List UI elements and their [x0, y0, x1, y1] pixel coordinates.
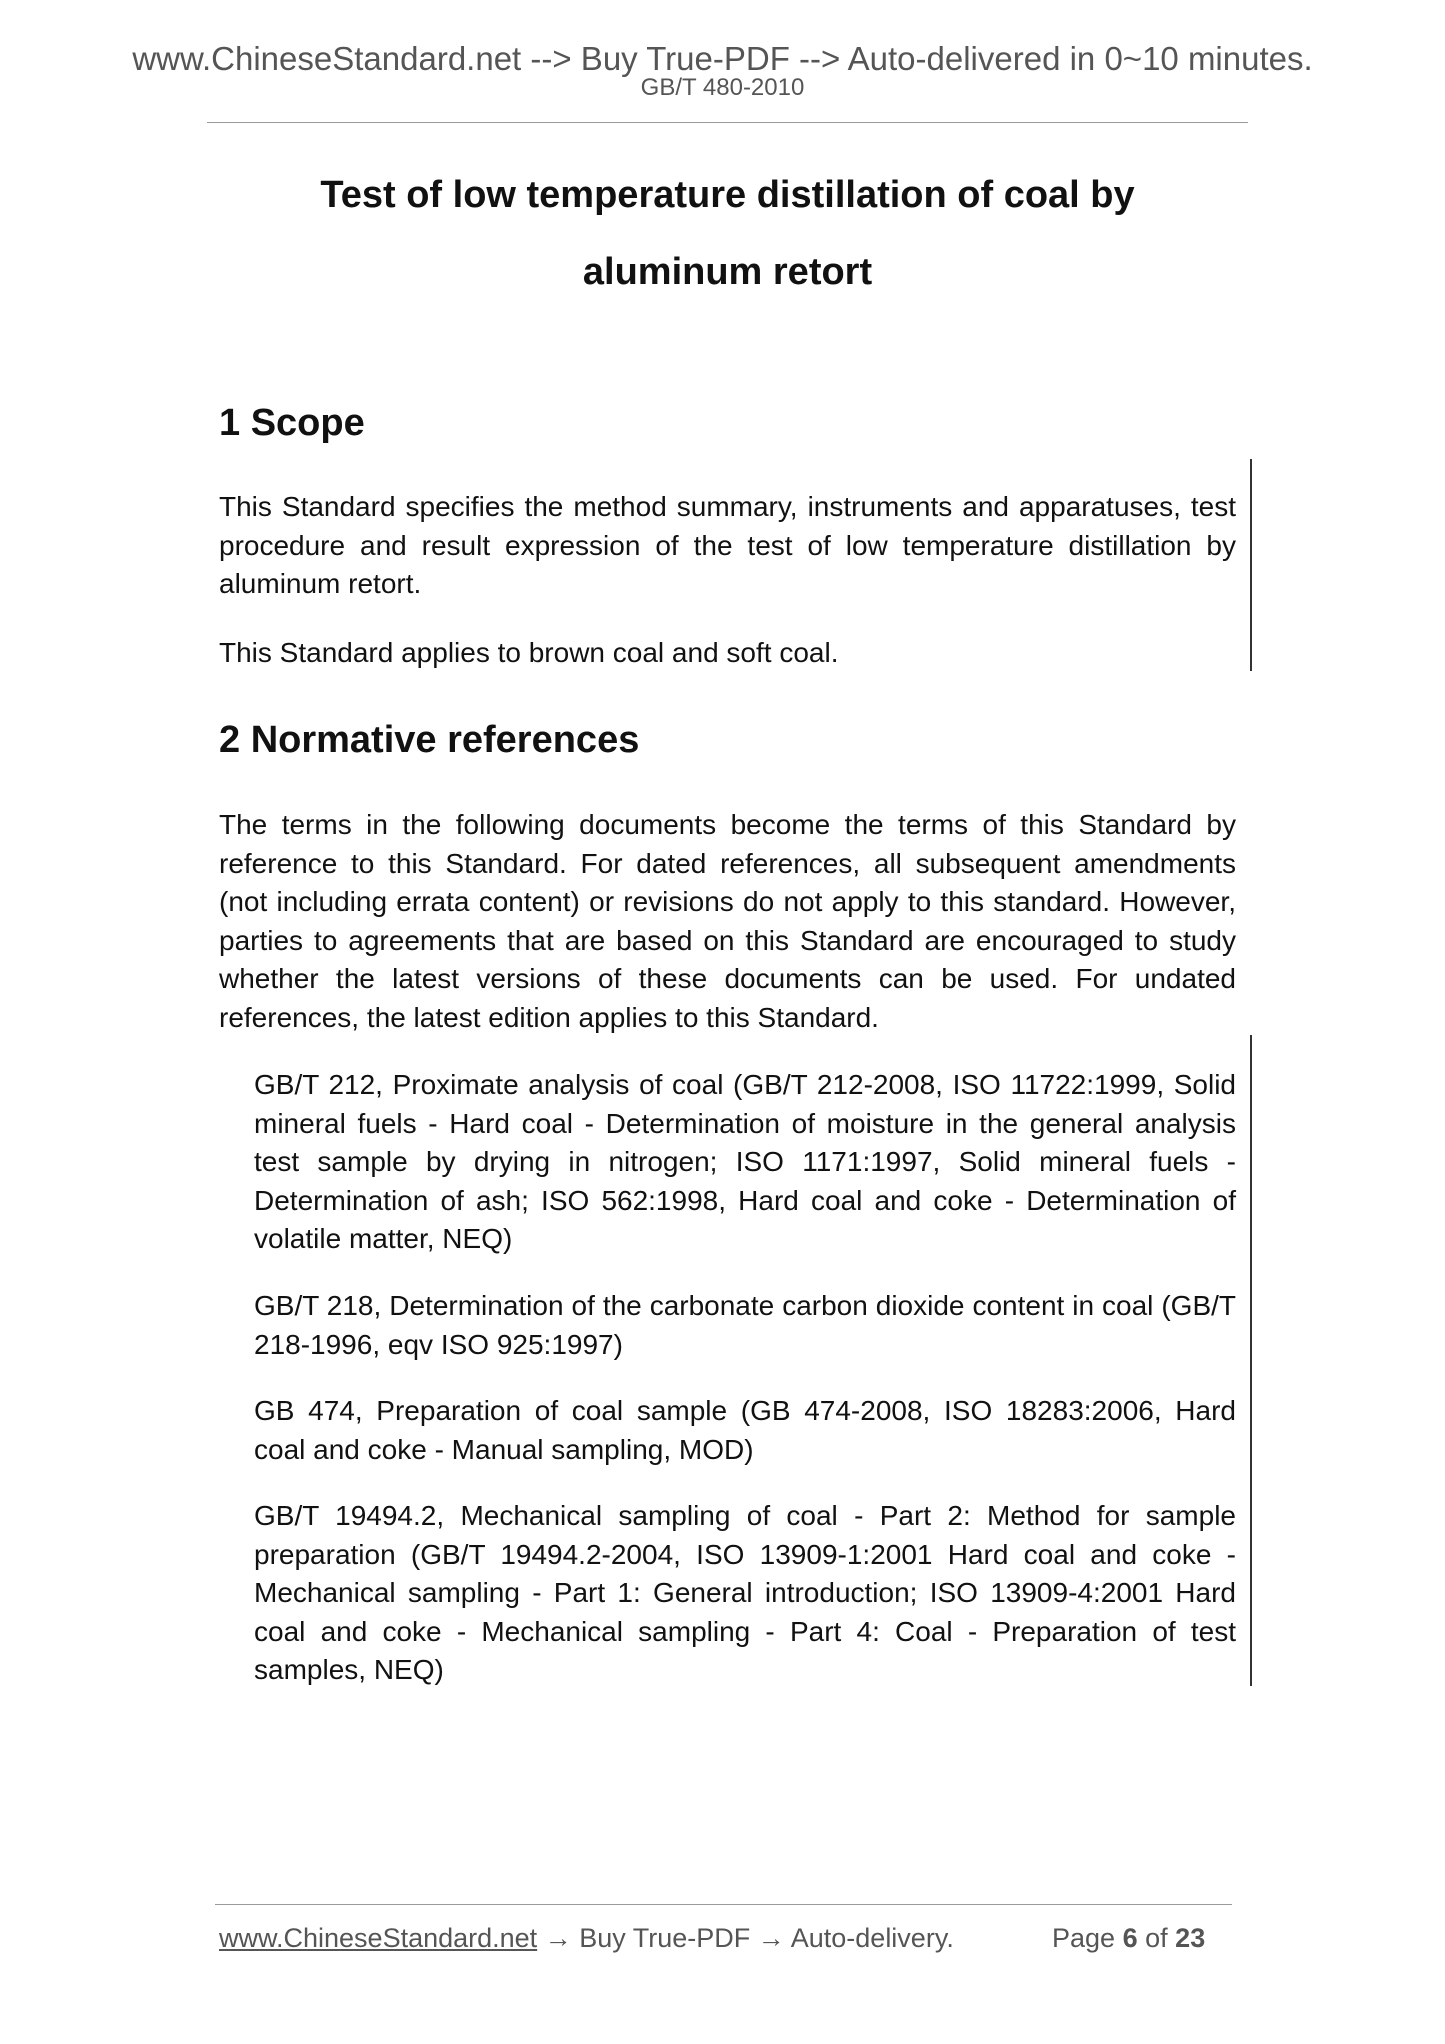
scope-paragraph-2: This Standard applies to brown coal and soft coal.: [219, 637, 839, 668]
document-code: GB/T 480-2010: [640, 74, 805, 101]
reference-item: GB/T 212, Proximate analysis of coal (GB/T 212-2008, ISO 11722:1999, Solid mineral fuels - Hard coal - Determination of moisture in the general analysis test sample by drying in nitrogen; ISO 1171:1997, Solid mineral fuels - Determination of ash; ISO 562:1998, Hard coal and coke - Determination of volatile matter, NEQ): [254, 1069, 1236, 1254]
reference-item: GB/T 218, Determination of the carbonate carbon dioxide content in coal (GB/T 218-1996, eqv ISO 925:1997): [254, 1290, 1236, 1360]
scope-paragraph-1: This Standard specifies the method summary, instruments and apparatuses, test procedure and result expression of the test of low temperature distillation by aluminum retort.: [219, 491, 1236, 599]
change-bar: [1250, 1035, 1252, 1686]
site-banner: www.ChineseStandard.net --> Buy True-PDF --> Auto-delivered in 0~10 minutes.: [132, 40, 1313, 77]
total-pages: 23: [1175, 1923, 1206, 1953]
document-title-line-1: Test of low temperature distillation of coal by: [320, 174, 1135, 216]
of-label: of: [1145, 1923, 1168, 1953]
reference-item: GB 474, Preparation of coal sample (GB 474-2008, ISO 18283:2006, Hard coal and coke - Manual sampling, MOD): [254, 1395, 1236, 1465]
page-number: 6: [1122, 1923, 1138, 1953]
normative-references-intro: The terms in the following documents become the terms of this Standard by reference to this Standard. For dated references, all subsequent amendments (not including errata content) or revisions do not apply to this standard. However, parties to agreements that are based on this Standard are encouraged to study whether the latest versions of these documents can be used. For undated references, the latest edition applies to this Standard.: [219, 809, 1236, 1033]
page-label: Page: [1052, 1923, 1116, 1953]
page-indicator: [1052, 1922, 1205, 1954]
footer-left: [219, 1922, 954, 1954]
footer-site-link[interactable]: www.ChineseStandard.net: [219, 1923, 538, 1953]
footer-divider: [215, 1904, 1232, 1905]
normative-references-heading: 2 Normative references: [219, 719, 640, 761]
change-bar: [1250, 459, 1252, 671]
scope-heading: 1 Scope: [219, 402, 365, 444]
header-divider: [207, 122, 1248, 123]
footer-tagline: → Buy True-PDF → Auto-delivery.: [537, 1923, 954, 1953]
document-title-line-2: aluminum retort: [582, 251, 873, 293]
reference-item: GB/T 19494.2, Mechanical sampling of coal - Part 2: Method for sample preparation (GB/T 19494.2-2004, ISO 13909-1:2001 Hard coal and coke - Mechanical sampling - Part 1: General introduction; ISO 13909-4:2001 Hard coal and coke - Mechanical sampling - Part 4: Coal - Preparation of test samples, NEQ): [254, 1500, 1236, 1685]
